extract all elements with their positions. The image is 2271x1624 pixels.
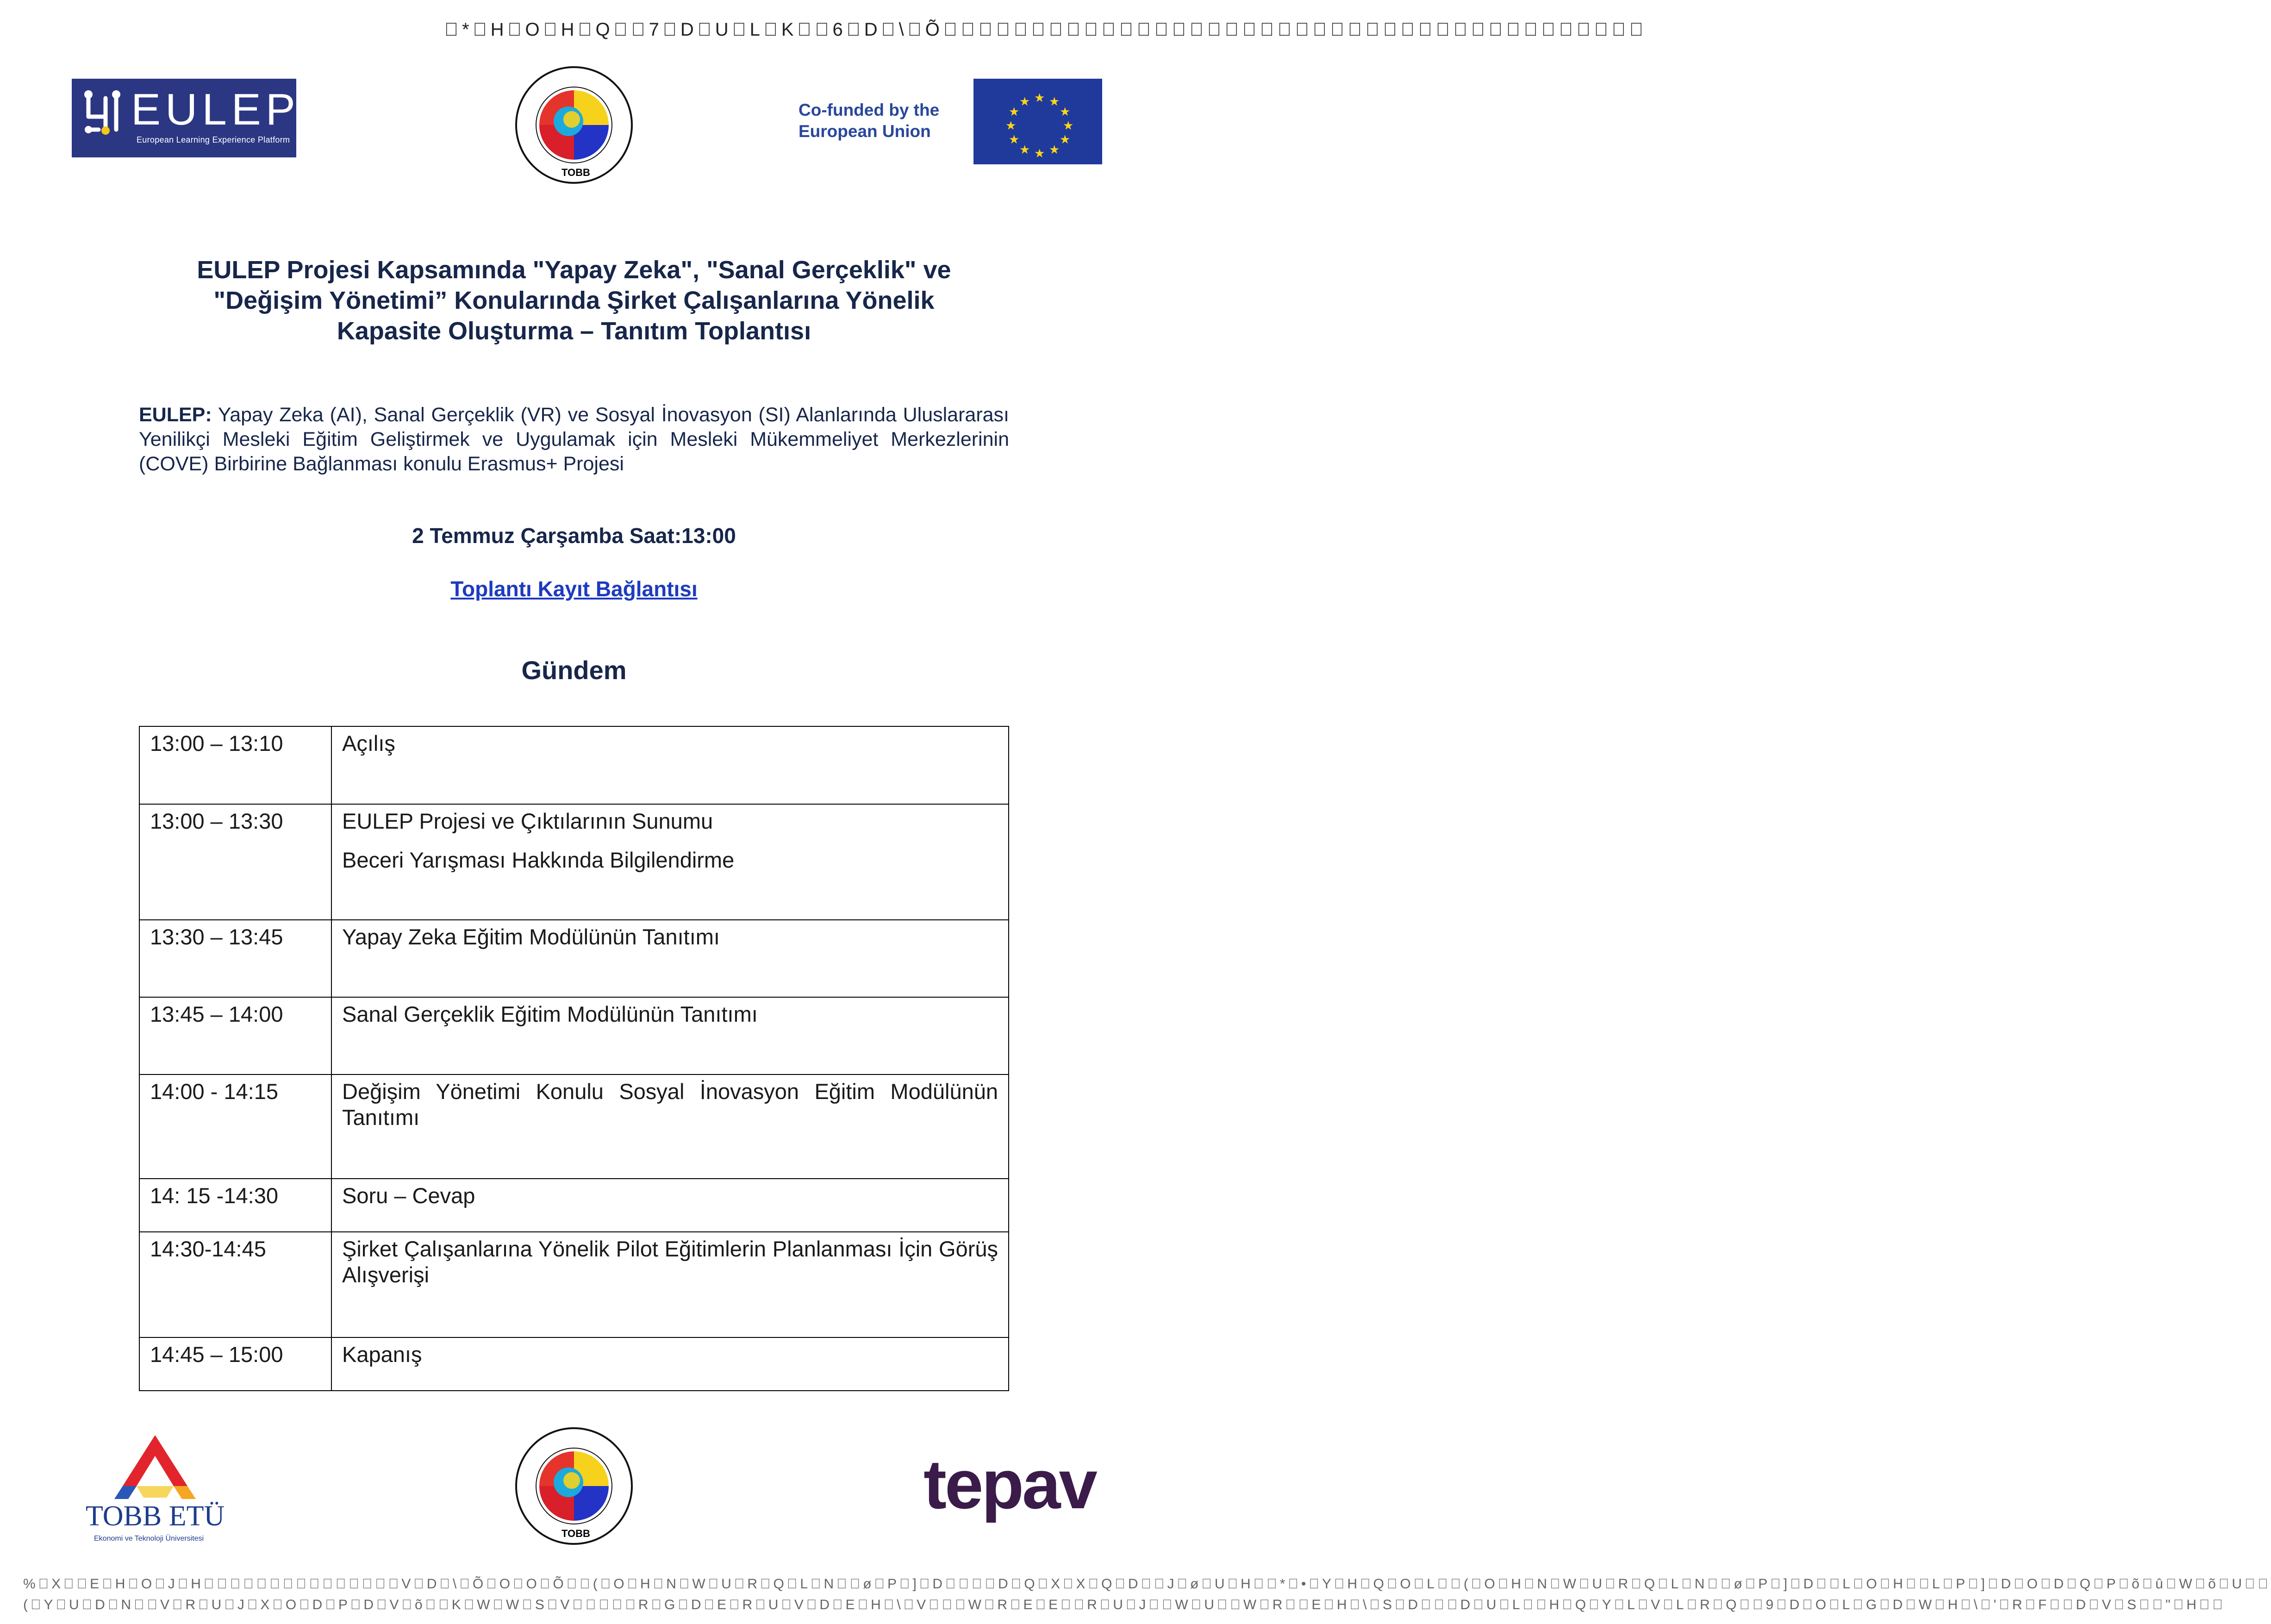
svg-text:★: ★ bbox=[1009, 132, 1020, 146]
agenda-time: 13:30 – 13:45 bbox=[139, 920, 331, 997]
svg-text:★: ★ bbox=[1060, 105, 1071, 119]
tobb-seal-top bbox=[514, 65, 634, 185]
svg-text:★: ★ bbox=[1060, 132, 1071, 146]
agenda-row bbox=[139, 920, 1009, 997]
eu-flag bbox=[973, 79, 1102, 164]
eulep-subtitle: European Learning Experience Platform bbox=[137, 135, 290, 144]
agenda-time: 13:00 – 13:30 bbox=[139, 804, 331, 920]
title-line-3: Kapasite Oluşturma – Tanıtım Toplantısı bbox=[337, 317, 811, 345]
svg-text:★: ★ bbox=[1049, 94, 1060, 108]
svg-text:★: ★ bbox=[1063, 119, 1074, 132]
agenda-row bbox=[139, 1179, 1009, 1232]
tepav-wordmark: tepav bbox=[923, 1445, 1096, 1523]
title-line-1: EULEP Projesi Kapsamında "Yapay Zeka", "Sanal Gerçeklik" ve bbox=[197, 256, 951, 284]
agenda-row bbox=[139, 997, 1009, 1074]
agenda-topic: Sanal Gerçeklik Eğitim Modülünün Tanıtımı bbox=[331, 997, 1009, 1074]
intro-label: EULEP: bbox=[139, 404, 212, 426]
registration-link[interactable]: Toplantı Kayıt Bağlantısı bbox=[450, 577, 698, 601]
eu-cofunded-line2: European Union bbox=[799, 122, 931, 141]
agenda-topic: Soru – Cevap bbox=[331, 1179, 1009, 1232]
eu-cofunded-text bbox=[799, 100, 965, 142]
tobb-etu-name: TOBB ETÜ bbox=[86, 1500, 225, 1532]
svg-text:★: ★ bbox=[1034, 146, 1045, 160]
agenda-time: 13:00 – 13:10 bbox=[139, 726, 331, 804]
svg-text:★: ★ bbox=[1019, 94, 1030, 108]
eu-cofunded-line1: Co-funded by the bbox=[799, 100, 940, 119]
footer-garbled-line-1: % X  E H O J H               V D \ Õ O O Õ  ( O H N W U R Q L N  ø P ] D    D Q X X Q D  J ø U H  * • Y H Q O L  ( O H N W U R Q L N  ø P ] D  L O H  L P ] D O D Q P õ û W õ U   bbox=[23, 1576, 2271, 1592]
svg-text:★: ★ bbox=[1005, 119, 1017, 132]
intro-paragraph bbox=[139, 403, 1009, 476]
tobb-seal-abbr: TOBB bbox=[562, 167, 590, 178]
agenda-time: 14:00 - 14:15 bbox=[139, 1074, 331, 1179]
agenda-time: 14:30-14:45 bbox=[139, 1232, 331, 1337]
tobb-etu-logo bbox=[72, 1430, 238, 1542]
agenda-row bbox=[139, 726, 1009, 804]
agenda-row bbox=[139, 1074, 1009, 1179]
agenda-time: 14:45 – 15:00 bbox=[139, 1337, 331, 1391]
footer-garbled-line-2: ( Y U D N  V R U J X O D P D V õ  K W W S V     R G D E R U V D E H \ V   W R E E  R U J  W U  W R  E H \ S D   D U L  H Q Y L V L R Q  9 D O L G D W H \ ' R F  D V S  " H   bbox=[23, 1597, 2226, 1612]
eulep-wordmark: EULEP bbox=[131, 85, 300, 134]
tobb-seal-abbr: TOBB bbox=[562, 1528, 590, 1539]
eulep-network-icon bbox=[80, 89, 126, 135]
agenda-heading: Gündem bbox=[521, 656, 627, 685]
tobb-etu-subtitle: Ekonomi ve Teknoloji Üniversitesi bbox=[94, 1535, 204, 1543]
svg-text:★: ★ bbox=[1049, 143, 1060, 156]
agenda-topic: Açılış bbox=[331, 726, 1009, 804]
agenda-topic: Yapay Zeka Eğitim Modülünün Tanıtımı bbox=[331, 920, 1009, 997]
agenda-topic-line: Beceri Yarışması Hakkında Bilgilendirme bbox=[342, 848, 735, 872]
eulep-logo bbox=[72, 79, 300, 157]
agenda-topic: Değişim Yönetimi Konulu Sosyal İnovasyon Eğitim Modülünün Tanıtımı bbox=[331, 1074, 1009, 1179]
tepav-logo bbox=[919, 1430, 1095, 1523]
agenda-topic: Kapanış bbox=[331, 1337, 1009, 1391]
meeting-date: 2 Temmuz Çarşamba Saat:13:00 bbox=[412, 524, 736, 548]
svg-text:★: ★ bbox=[1019, 143, 1030, 156]
tobb-seal-bottom bbox=[514, 1426, 634, 1546]
header-garbled-text:  * H O H Q  7 D U L K  6 D \ Õ                                         bbox=[444, 19, 1647, 40]
title-line-2: "Değişim Yönetimi” Konularında Şirket Çalışanlarına Yönelik bbox=[213, 287, 935, 314]
document-title bbox=[120, 255, 1028, 346]
agenda-row bbox=[139, 804, 1009, 920]
agenda-topic-line: EULEP Projesi ve Çıktılarının Sunumu bbox=[342, 809, 713, 833]
agenda-topic bbox=[331, 804, 1009, 920]
svg-text:★: ★ bbox=[1009, 105, 1020, 119]
agenda-row bbox=[139, 1337, 1009, 1391]
agenda-row bbox=[139, 1232, 1009, 1337]
agenda-time: 14: 15 -14:30 bbox=[139, 1179, 331, 1232]
registration-link-wrapper bbox=[139, 576, 1009, 601]
agenda-table bbox=[139, 726, 1009, 1391]
intro-text: Yapay Zeka (AI), Sanal Gerçeklik (VR) ve Sosyal İnovasyon (SI) Alanlarında Uluslararası Yenilikçi Mesleki Eğitim Geliştirmek ve Uygulamak için Mesleki Mükemmeliyet Merkezlerinin (COVE) Birbirine Bağlanması konulu Erasmus+ Projesi bbox=[139, 404, 1009, 475]
svg-text:★: ★ bbox=[1034, 91, 1045, 105]
agenda-topic: Şirket Çalışanlarına Yönelik Pilot Eğitimlerin Planlanması İçin Görüş Alışverişi bbox=[331, 1232, 1009, 1337]
agenda-time: 13:45 – 14:00 bbox=[139, 997, 331, 1074]
eu-stars-icon bbox=[973, 79, 1102, 164]
